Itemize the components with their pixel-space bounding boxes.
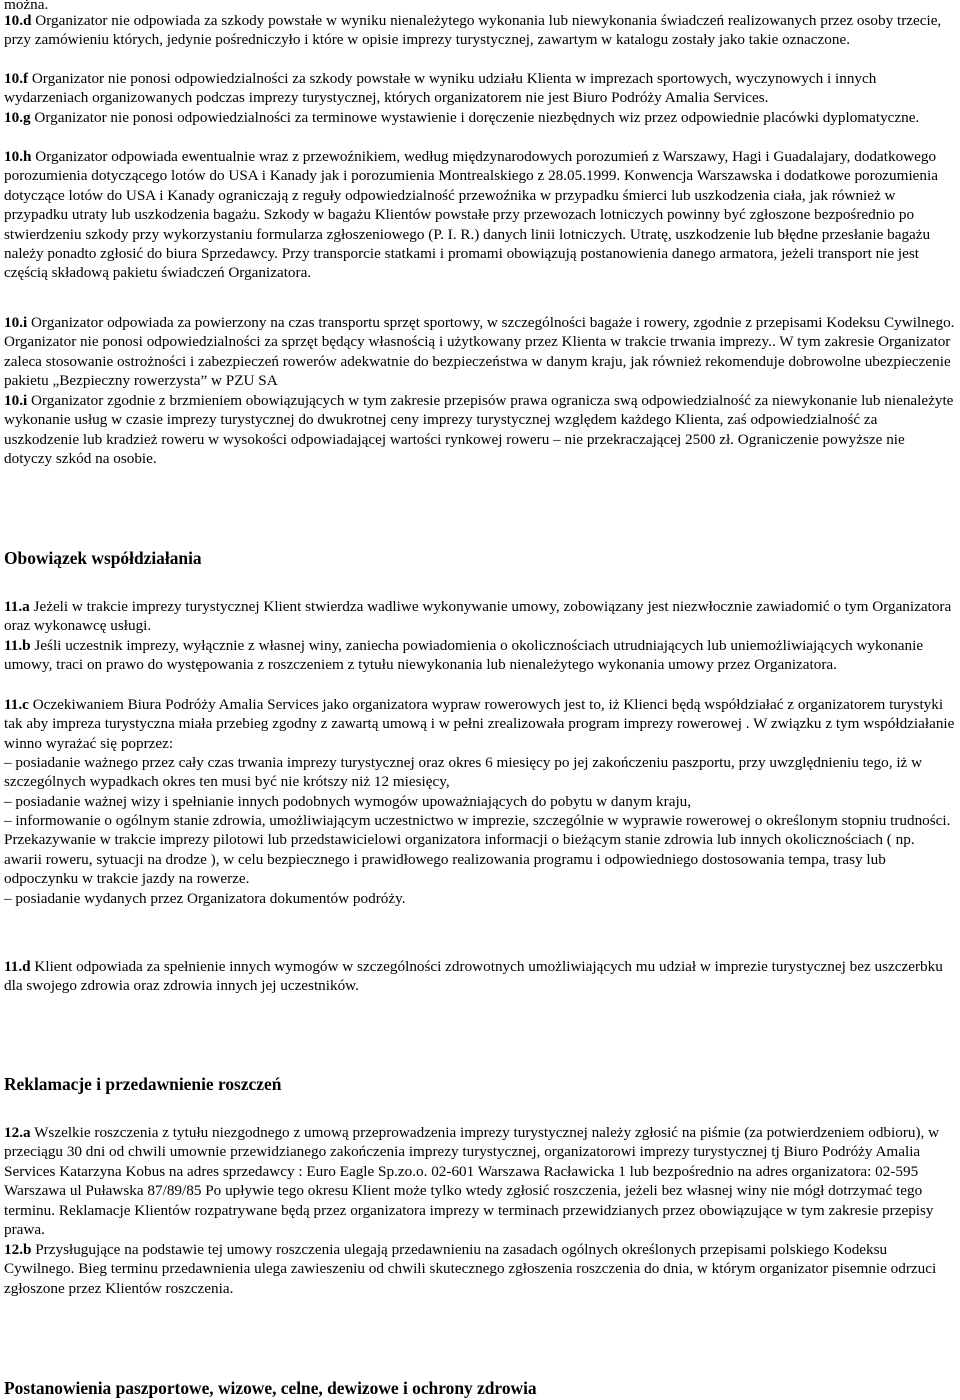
- clause-12b: [4, 1240, 956, 1298]
- clause-number: 11.c: [4, 696, 29, 713]
- clause-text: Organizator nie ponosi odpowiedzialności za szkody powstałe w wyniku udziału Klienta w imprezach sportowych, wyczynowych i innych wydarzeniach organizowanych podczas imprezy turystycznej, których organizatorem nie jest Biuro Podróży Amalia Services.: [4, 70, 877, 107]
- intro-tail: można.: [4, 0, 49, 13]
- clause-10h: [4, 147, 956, 283]
- clause-number: 11.b: [4, 637, 31, 654]
- clause-text: Organizator nie ponosi odpowiedzialności za terminowe wystawienie i doręczenie niezbędnych wiz przez odpowiednie placówki dyplomatyczne.: [30, 109, 920, 126]
- clause-text: Wszelkie roszczenia z tytułu niezgodnego z umową przeprowadzenia imprezy turystycznej należy zgłosić na piśmie (za potwierdzeniem odbioru), w przeciągu 30 dni od chwili umownie przewidzianego zakończenia imprezy turystycznej, organizatorowi imprezy turystycznej tj Biuro Podróży Amalia Services Katarzyna Kobus na adres sprzedawcy : Euro Eagle Sp.zo.o. 02-601 Warszawa Racławicka 1 lub bezpośrednio na adres organizatora: 02-595 Warszawa ul Puławska 87/89/85 Po upływie tego okresu Klient może tylko wtedy zgłosić roszczenia, jeżeli bez własnej winy nie mógł dotrzymać tego terminu. Reklamacje Klientów rozpatrywane będą przez organizatora imprezy w terminach przewidzianych przez obowiązujące w tym zakresie przepisy prawa.: [4, 1124, 940, 1239]
- clause-number: 11.d: [4, 958, 31, 975]
- clause-number: 10.i: [4, 314, 28, 331]
- clause-10i-liability: [4, 391, 956, 469]
- clause-11c: [4, 695, 956, 753]
- clause-10g: [4, 108, 956, 127]
- heading-complaints: Reklamacje i przedawnienie roszczeń: [4, 1074, 282, 1094]
- clause-11a: [4, 597, 956, 636]
- clause-text: Organizator odpowiada ewentualnie wraz z przewoźnikiem, według międzynarodowych porozumień z Warszawy, Hagi i Guadalajary, dodatkowego porozumienia dotyczącego lotów do USA i Kanady jak i porozumienia Montrealskiego z 28.05.1999. Konwencja Warszawska i dodatkowe porozumienia dotyczące lotów do USA i Kanady ograniczają z reguły odpowiedzialność przewoźnika w przypadku śmierci lub uszkodzenia ciała, jak również w przypadku utraty lub uszkodzenia bagażu. Szkody w bagażu Klientów powstałe przy przewozach lotniczych powinny być zgłoszone bezpośrednio po stwierdzeniu szkody przy wykorzystaniu formularza zgłoszeniowego (P. I. R.) danych linii lotniczych. Utratę, uszkodzenie lub błędne przesłanie bagażu należy ponadto zgłosić do biura Sprzedawcy. Przy transporcie statkami i promami obowiązują postanowienia danego armatora, jeżeli transport nie jest częścią składową pakietu świadczeń Organizatora.: [4, 148, 938, 282]
- clause-number: 10.h: [4, 148, 32, 165]
- clause-number: 10.f: [4, 70, 29, 87]
- list-item-passport: – posiadanie ważnego przez cały czas trwania imprezy turystycznej oraz okres 6 miesięcy po jej zakończeniu paszportu, przy uwzględnieniu tego, iż w szczególnych wypadkach okres ten musi być nie krótszy niż 12 miesięcy,: [4, 754, 923, 791]
- clause-11b: [4, 636, 956, 675]
- clause-text: Organizator zgodnie z brzmieniem obowiązujących w tym zakresie przepisów prawa ogranicza swą odpowiedzialność za niewykonanie lub nienależyte wykonanie usług w czasie imprezy turystycznej do dwukrotnej ceny imprezy turystycznej względem każdego Klienta, zaś odpowiedzialność za uszkodzenie lub kradzież roweru w wysokości odpowiadającej wartości rynkowej roweru – nie przekraczającej 2500 zł. Ograniczenie powyższe nie dotyczy szkód na osobie.: [4, 392, 954, 468]
- list-item-health: – informowanie o ogólnym stanie zdrowia, umożliwiającym uczestnictwo w imprezie, szczególnie w wyprawie rowerowej o określonym stopniu trudności. Przekazywanie w trakcie imprezy pilotowi lub przedstawicielowi organizatora informacji o bieżącym stanie zdrowia lub innych okolicznościach ( np. awarii roweru, sytuacji na drodze ), w celu bezpiecznego i prawidłowego realizowania programu i odpowiedniego dostosowania tempa, trasy lub odpoczynku w trakcie jazdy na rowerze.: [4, 812, 951, 888]
- clause-11d: [4, 957, 956, 996]
- clause-10d: [4, 11, 956, 50]
- clause-text: Klient odpowiada za spełnienie innych wymogów w szczególności zdrowotnych umożliwiających mu udział w imprezie turystycznej bez uszczerbku dla swojego zdrowia oraz zdrowia innych jej uczestników.: [4, 958, 943, 995]
- list-item-visa: – posiadanie ważnej wizy i spełnianie innych podobnych wymogów upoważniających do pobytu w danym kraju,: [4, 793, 692, 810]
- clause-text: Oczekiwaniem Biura Podróży Amalia Services jako organizatora wypraw rowerowych jest to, iż Klienci będą współdziałać z organizatorem turystyki tak aby impreza turystyczna miała przebieg zgodny z zawartą umową i w pełni zrealizowała program imprezy rowerowej . W związku z tym współdziałanie winno wyrażać się poprzez:: [4, 696, 955, 752]
- clause-text: Jeśli uczestnik imprezy, wyłącznie z własnej winy, zaniecha powiadomienia o okolicznościach utrudniających lub uniemożliwiających wykonanie umowy, traci on prawo do występowania z roszczeniem z tytułu niewykonania lub nienależytego wykonania umowy przez Organizatora.: [4, 637, 924, 674]
- clause-12a: [4, 1123, 956, 1239]
- clause-text: Przysługujące na podstawie tej umowy roszczenia ulegają przedawnieniu na zasadach ogólnych określonych przepisami polskiego Kodeksu Cywilnego. Bieg terminu przedawnienia ulega zawieszeniu od chwili skutecznego zgłoszenia roszczenia do dnia, w którym organizator pisemnie odrzuci zgłoszone przez Klientów roszczenia.: [4, 1241, 937, 1297]
- clause-number: 11.a: [4, 598, 30, 615]
- clause-text: Jeżeli w trakcie imprezy turystycznej Klient stwierdza wadliwe wykonywanie umowy, zobowiązany jest niezwłocznie zawiadomić o tym Organizatora oraz wykonawcę usługi.: [4, 598, 952, 635]
- clause-text: Organizator nie odpowiada za szkody powstałe w wyniku nienależytego wykonania lub niewykonania świadczeń realizowanych przez osoby trzecie, przy zamówieniu których, jedynie pośredniczyło i które w opisie imprezy turystycznej, zawartym w katalogu zostały jako takie oznaczone.: [4, 12, 942, 49]
- clause-text: Organizator odpowiada za powierzony na czas transportu sprzęt sportowy, w szczególności bagaże i rowery, zgodnie z przepisami Kodeksu Cywilnego. Organizator nie ponosi odpowiedzialności za sprzęt będący własnością i użytkowany przez Klienta w trakcie trwania imprezy.. W tym zakresie Organizator zaleca stosowanie ostrożności i zabezpieczeń rowerów adekwatnie do bezpieczeństwa w danym kraju, jak również rekomenduje dobrowolne ubezpieczenie pakietu „Bezpieczny rowerzysta” w PZU SA: [4, 314, 955, 390]
- clause-number: 10.g: [4, 109, 31, 126]
- heading-passport: Postanowienia paszportowe, wizowe, celne, dewizowe i ochrony zdrowia: [4, 1378, 537, 1398]
- clause-10f: [4, 69, 956, 108]
- clause-number: 10.d: [4, 12, 32, 29]
- clause-10i: [4, 313, 956, 391]
- clause-number: 10.i: [4, 392, 28, 409]
- clause-number: 12.b: [4, 1241, 32, 1258]
- list-item-documents: – posiadanie wydanych przez Organizatora dokumentów podróży.: [4, 890, 406, 907]
- heading-cooperation: Obowiązek współdziałania: [4, 548, 202, 568]
- clause-number: 12.a: [4, 1124, 31, 1141]
